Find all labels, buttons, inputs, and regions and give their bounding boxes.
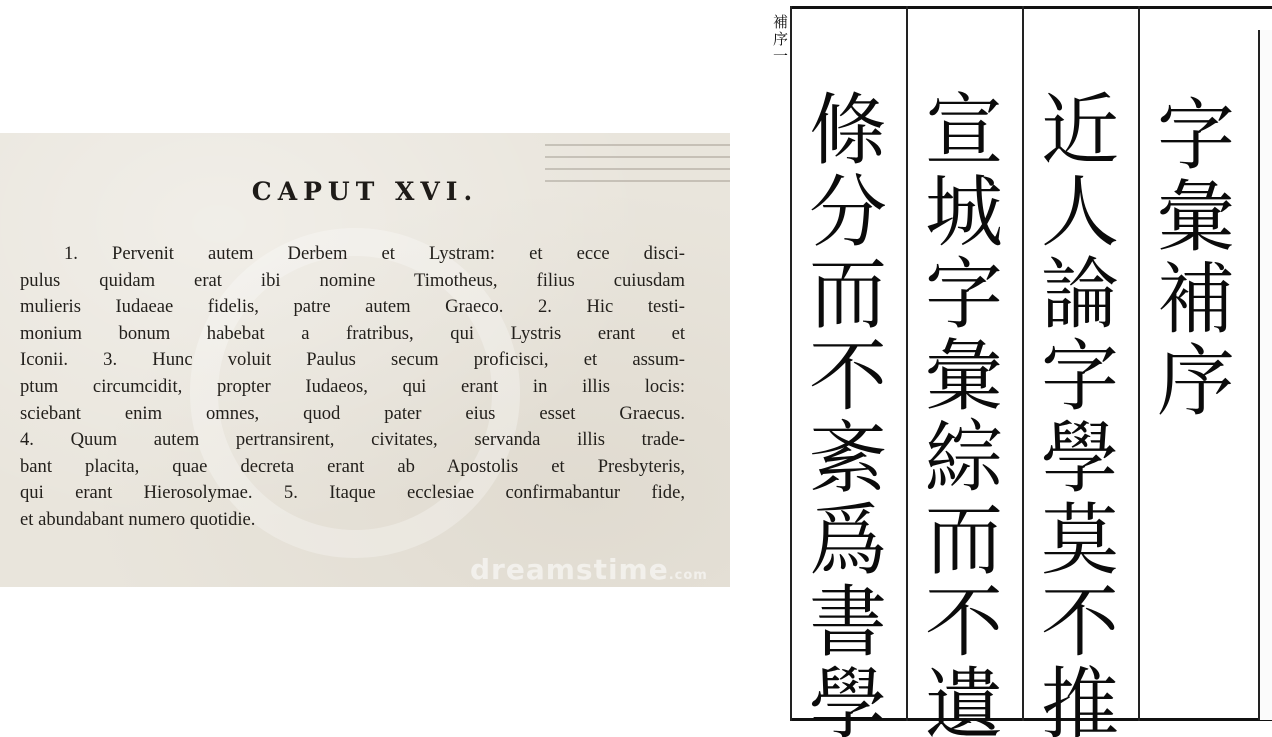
cn-character: 遺 [924,660,1003,737]
latin-line: sciebant enim omnes, quod pater eius esset Graecus. [20,402,685,424]
latin-line: mulieris Iudaeae fidelis, patre autem Graeco. 2. Hic testi- [20,296,685,318]
cn-character: 城 [924,168,1003,258]
page-edge [1258,30,1272,720]
latin-line: Iconii. 3. Hunc voluit Paulus secum proficisci, et assum- [20,349,685,371]
latin-line: monium bonum habebat a fratribus, qui Lystris erant et [20,322,685,344]
cn-character: 紊 [808,414,887,504]
cn-character: 字 [1156,91,1235,181]
chapter-title: CAPUT XVI. [251,177,479,206]
text-column-1 [1146,91,1246,427]
latin-body-text [20,241,685,534]
text-column-4 [798,86,898,737]
column-divider [906,6,908,721]
cn-character: 彙 [1156,173,1235,263]
top-border-rule [790,6,1272,9]
text-column-2 [1030,86,1130,737]
cn-character: 字 [1040,332,1119,422]
cn-character: 論 [1040,250,1119,340]
latin-line: ptum circumcidit, propter Iudaeos, qui erant in illis locis: [20,375,685,397]
cn-character: 不 [808,332,887,422]
cn-character: 宣 [924,86,1003,176]
cn-character: 莫 [1040,496,1119,586]
margin-column [770,14,790,124]
latin-line: et abundabant numero quotidie. [20,508,256,530]
latin-line: pulus quidam erat ibi nomine Timotheus, filius cuiusdam [20,269,685,291]
margin-label: 補序一 [771,14,789,65]
watermark-text: dreamstime.com [470,553,708,586]
cn-character: 而 [924,496,1003,586]
cn-character: 而 [808,250,887,340]
cn-character: 序 [1156,337,1235,427]
cn-character: 彙 [924,332,1003,422]
chinese-page [770,0,1272,737]
cn-character: 不 [1040,578,1119,668]
latin-line: bant placita, quae decreta erant ab Apostolis et Presbyteris, [20,455,685,477]
cn-character: 綜 [924,414,1003,504]
column-divider [1022,6,1024,721]
latin-line: qui erant Hierosolymae. 5. Itaque ecclesiae confirmabantur fide, [20,482,685,504]
cn-character: 爲 [808,496,887,586]
column-divider [790,6,792,721]
latin-line: 4. Quum autem pertransirent, civitates, servanda illis trade- [20,429,685,451]
column-divider [1138,6,1140,721]
cn-character: 學 [808,660,887,737]
cn-character: 學 [1040,414,1119,504]
latin-page [0,133,730,587]
cn-character: 補 [1156,255,1235,345]
text-column-3 [914,86,1014,737]
latin-line: 1. Pervenit autem Derbem et Lystram: et ecce disci- [64,243,685,264]
cn-character: 條 [808,86,887,176]
cn-character: 近 [1040,86,1119,176]
cn-character: 推 [1040,660,1119,737]
cn-character: 字 [924,250,1003,340]
cn-character: 不 [924,578,1003,668]
cn-character: 人 [1040,168,1119,258]
cn-character: 書 [808,578,887,668]
cn-character: 分 [808,168,887,258]
